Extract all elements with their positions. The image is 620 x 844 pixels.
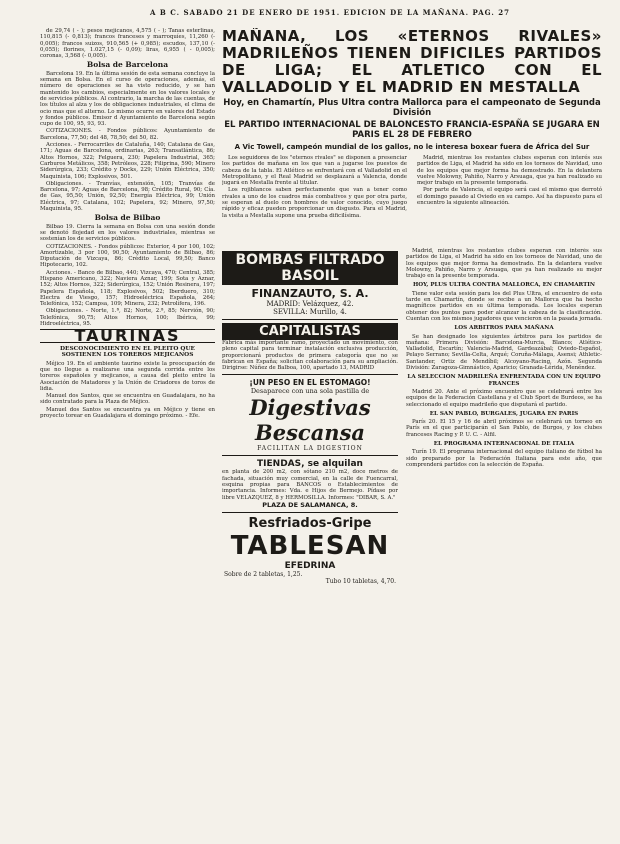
barcelona-paragraph: Obligaciones. - Tranvías, extensión, 105; Tranvías de Barcelona, 97; Aguas de Barcelona, 98; Crédito Rural, 90; Cía. de Gas, 95,50; Unión, 92,50; Energía Eléctrica, 99; Unión Eléctrica, 97; Catalana, 102; Papelera, 92; Minero, 97,50; Maquinista, 95. [40,180,215,213]
main-article [222,28,602,248]
bolsa-barcelona-heading: Bolsa de Barcelona [86,60,169,70]
bilbao-paragraph: COTIZACIONES. - Fondos públicos: Exterior, 4 por 100, 102; Amortizable, 3 por 100, 90,50; Ayuntamiento de Bilbao, 86; Diputación de Vizcaya, 86; Crédito Local, 99,50; Banco Hipotecario, 102. [40,243,215,269]
plus-ultra-heading: HOY, PLUS ULTRA CONTRA MALLORCA, EN CHAMARTIN [413,282,595,289]
sports-paragraph: Tiene valor esta sesión para los del Plus Ultra, el encuentro de esta tarde en Chamartín, donde se recibe a un Mallorca que ha hecho magníficos partidos en su última temporada. Los locales esperan obtener dos puntos para poder alcanzar la cabeza de la clasificación. Cuentan con los mismos jugadores que vencieron en la pasada jornada. [406,290,602,322]
column-markets [40,28,215,838]
ad-tiendas-body: en planta de 200 m2, con sótano 210 m2, doce metros de fachada, situación muy comercial, en la calle de Fuencarral, esquina propias para BANCOS o Establecimientos de importancia. Informes: Vda. e Hijos de Bermejo. Pídase por libre VELAZQUEZ, 8 y HERMOSILLA. Informes: "DIBAR, S. A." [222,469,398,501]
ad-bombas-company: FINANZAUTO, S. A. [251,287,369,300]
barcelona-paragraph: Acciones. - Ferrocarriles de Cataluña, 140; Catalana de Gas, 171; Aguas de Barcelona, ordinarias, 263; Transatlántica, 86; Altos Hornos, 322; Felguera, 230; Papelera Industrial, 365; Carburos Metálicos, 358; Petróleos, 228; Filiprina, 590; Minero Siderúrgica, 233; Crédito y Docks, 229; Unión Eléctrica, 350; Maquinista, 106; Explosivos, 501. [40,142,215,180]
article-paragraph: Por parte de Valencia, el equipo será casi el mismo que derrotó el domingo pasado al Oviedo en su campo. Así ha dispuesto para el encuentro la siguiente alineación. [417,187,602,207]
bilbao-paragraph: Acciones. - Banco de Bilbao, 440; Vizcaya, 470; Central, 385; Hispano Americano, 322; Naviera Aznar, 199; Sota y Aznar, 152; Altos Hornos, 322; Siderúrgica, 152; Unión Resinera, 197; Papelera Española, 118; Explosivos, 502; Iberduero, 310; Electra de Viesgo, 157; Hidroeléctrica Española, 264; Telefónica, 152; Campsa, 109; Minera, 232; Petrolífera, 196. [40,269,215,308]
sports-paragraph: Madrid 20. Ante el próximo encuentro que se celebrará entre los equipos de la Federación Castellana y el Club Sport de Burdeos, se ha seleccionado el equipo madrileño que disputará el partido. [406,388,602,408]
sports-paragraph: París 20. El 15 y 16 de abril próximos se celebrará un torneo en París en el que participarán el San Pablo, de Burgos, y los clubes franceses Racing y P. U. C. - Alfil. [406,419,602,438]
bilbao-paragraph: Bilbao 19. Cierra la semana en Bolsa con una sesión donde se denotó flojedad en los valores industriales, mientras se sostenían los de servicios públicos. [40,223,215,243]
article-body [222,155,602,219]
currency-paragraph: de 29,74 ( - ); pesos mejicanos, 4,575 ( - ); Tanas esterlinas, 110,815 (- 0,813); francos franceses y marroquíes, 11,260 (- 0,005); francos suizos, 910,565 (+ 0,985); escudos, 137,10 (- 0,055); florines, 1.027,15 (- 0,09); liras, 6,955 ( - 0,005); coronas, 3,568 (- 0,005). [40,28,215,60]
barcelona-paragraph: COTIZACIONES. - Fondos públicos: Ayuntamiento de Barcelona, 77,50; del 48, 78,50; del 50, 82. [40,128,215,141]
taurinas-heading: TAURINAS [74,326,181,346]
ad-tablesan-top: Resfriados-Gripe [248,515,372,531]
column-sports [406,248,602,838]
ad-digestivas-name2: Bescansa [254,420,366,446]
sports-paragraph: Madrid, mientras los restantes clubes esperan con interés sus partidos de Liga, el Madrid ha sido en los torneos de Navidad, uno de los equipos que mejor forma ha demostrado. En la delantera vuelve Molowny, Pahiño, Narro y Arsuaga, que ya han realizado su mejor trabajo en la presente temporada. [406,248,602,280]
programa-heading: EL PROGRAMA INTERNACIONAL DE ITALIA [433,441,575,448]
ad-digestivas [222,375,398,456]
article-paragraph: Madrid, mientras los restantes clubes esperan con interés sus partidos de Liga, el Madrid ha sido en los torneos de Navidad, uno de los equipos que mejor forma ha demostrado. En la delantera vuelve Molowny, Pahiño, Narro y Arsuaga, que ya han realizado su mejor trabajo en la presente temporada. [417,155,602,187]
ad-bombas-sevilla: SEVILLA: Murillo, 4. [273,308,347,316]
bolsa-bilbao-heading: Bolsa de Bilbao [94,213,161,223]
bilbao-paragraph: Obligaciones. - Norte, 1.ª, 82; Norte, 2.ª, 85; Nervión, 90; Telefónica, 90,75; Altos Hornos, 100; Ibérica, 99; Hidroeléctrica, 95. [40,308,215,328]
ad-tablesan-tubo: Tubo 10 tabletas, 4,70. [325,577,396,585]
ad-digestivas-footer: FACILITAN LA DIGESTION [257,445,363,453]
ad-digestivas-sub: Desaparece con una sola pastilla de [250,387,370,396]
ad-tablesan [222,513,398,588]
ad-bombas-madrid: MADRID: Velázquez, 42. [266,300,354,308]
arbitros-heading: LOS ARBITROS PARA MAÑANA [454,325,554,332]
deck-chamartin: Hoy, en Chamartín, Plus Ultra contra Mallorca para el campeonato de Segunda División [223,98,601,118]
ad-tablesan-sub: EFEDRINA [284,560,336,571]
ad-bombas [222,248,398,320]
ad-capitalistas-body: Fábrica más importante ramo, proyectado un movimiento, con pleno capital para terminar instalación exclusiva producción, proporcionará productos de primera categoría que no se fabrican en España; solicitan colaboración para su ampliación. Dirigirse: Núñez de Balboa, 100, apartado 13, MADRID [222,340,398,372]
ad-capitalistas-title: CAPITALISTAS [222,323,398,340]
sports-paragraph: Se han designado los siguientes árbitros para los partidos de mañana: Primera División: Barcelona-Murcia, Blanco; Atlético-Valladolid, Escartín; Valencia-Madrid, Gardeazábal; Oviedo-Español, Pelayo Serrano; Sevilla-Celta, Arqué; Coruña-Málaga, Asensi; Athletic-Santander, Ortiz de Mendíbil; Alcoyano-Racing, Azón. Segunda División: Zaragoza-Gimnástico, Aparicio; Granada-Lérida, Menéndez. [406,333,602,372]
ads-column [222,248,398,838]
ad-digestivas-name1: Digestivas [249,395,371,421]
barcelona-paragraph: Barcelona 19. En la última sesión de esta semana concluye la semana en Bolsa. En el curso de operaciones, además, el número de operaciones se ha visto reducido, y se han mantenido los cambios, especialmente en los valores locales y de servicios públicos. Al contrario, la marcha de las cuentas, de los títulos al alza y los de obligaciones industriales, el clima de ocio mas que el alterno. Lo mismo ocurre en valores del Estado y fondos públicos. Emisor d Ayuntamiento de Barcelona según cupo de 100, 95, 93, 93. [40,70,215,128]
taurinas-subheading: DESCONOCIMIENTO EN EL PLEITO QUE SOSTIENEN LOS TOREROS MEJICANOS [60,345,195,359]
taurinas-paragraph: Manuel dos Santos se encuentra ya en Méjico y tiene en proyecto torear en Guadalajara el domingo próximo. - Efe. [40,406,215,420]
deck-boxeo: A Vic Towell, campeón mundial de los gallos, no le interesa boxear fuera de África del Sur [234,143,590,151]
article-paragraph: Los seguidores de los "eternos rivales" se disponen a presenciar los partidos de mañana en los que van a jugarse los puestos de cabeza de la tabla. El Atlético se enfrentará con el Valladolid en el Metropolitano, y el Real Madrid se desplazará a Valencia, donde jugará en Mestalla frente al titular. [222,155,407,187]
ad-tiendas [222,456,398,512]
sports-paragraph: Turín 19. El programa internacional del equipo italiano de fútbol ha sido preparado por la Federación Italiana para este año, que comprenderá partidos con la selección de España. [406,449,602,468]
main-headline: MAÑANA, LOS «ETERNOS RIVALES» MADRILEÑOS TIENEN DIFICILES PARTIDOS DE LIGA; EL ATLETICO CON EL VALLADOLID Y EL MADRID EN MESTALLA [222,28,602,96]
ad-digestivas-top: ¡UN PESO EN EL ESTOMAGO! [249,378,371,388]
ad-tablesan-sobre: Sobre de 2 tabletas, 1,25. [224,570,303,578]
taurinas-paragraph: Méjico 19. En el ambiente taurino existe la preocupación de que no llegue a realizarse una segunda corrida entre los toreros españoles y mejicanos, a causa del pleito entre la Asociación de Matadores y la Unión de Criadores de toros de lidia. [40,360,215,392]
seleccion-heading: LA SELECCION MADRILEÑA ENFRENTADA CON UN EQUIPO FRANCES [407,374,601,387]
ad-capitalistas [222,320,398,375]
san-pablo-heading: EL SAN PABLO, BURGALES, JUGARA EN PARIS [429,410,579,417]
page-header: A B C. SABADO 21 DE ENERO DE 1951. EDICION DE LA MAÑANA. PAG. 27 [150,8,510,17]
ad-tiendas-title: TIENDAS, se alquilan [257,459,363,470]
ad-bombas-title: BOMBAS FILTRADO BASOIL [222,251,398,285]
ad-tiendas-footer: PLAZA DE SALAMANCA, 8. [262,500,358,509]
deck-baloncesto: EL PARTIDO INTERNACIONAL DE BALONCESTO FRANCIA-ESPAÑA SE JUGARA EN PARIS EL 28 DE FEBRERO [224,120,600,140]
article-paragraph: Los rojiblancos saben perfectamente que van a tener como rivales a uno de los cuadros más combativos y que por otra parte, se esperan al duelo con hombres de valor conocido, cuyo juego rápido y eficaz pueden proporcionar un disgusto. Para el Madrid, la visita a Mestalla supone una prueba dificilísima. [222,187,407,219]
taurinas-paragraph: Manuel dos Santos, que se encuentra en Guadalajara, no ha sido contratado para la Plaza de Méjico. [40,393,215,406]
ad-tablesan-name: TABLESAN [230,530,390,561]
